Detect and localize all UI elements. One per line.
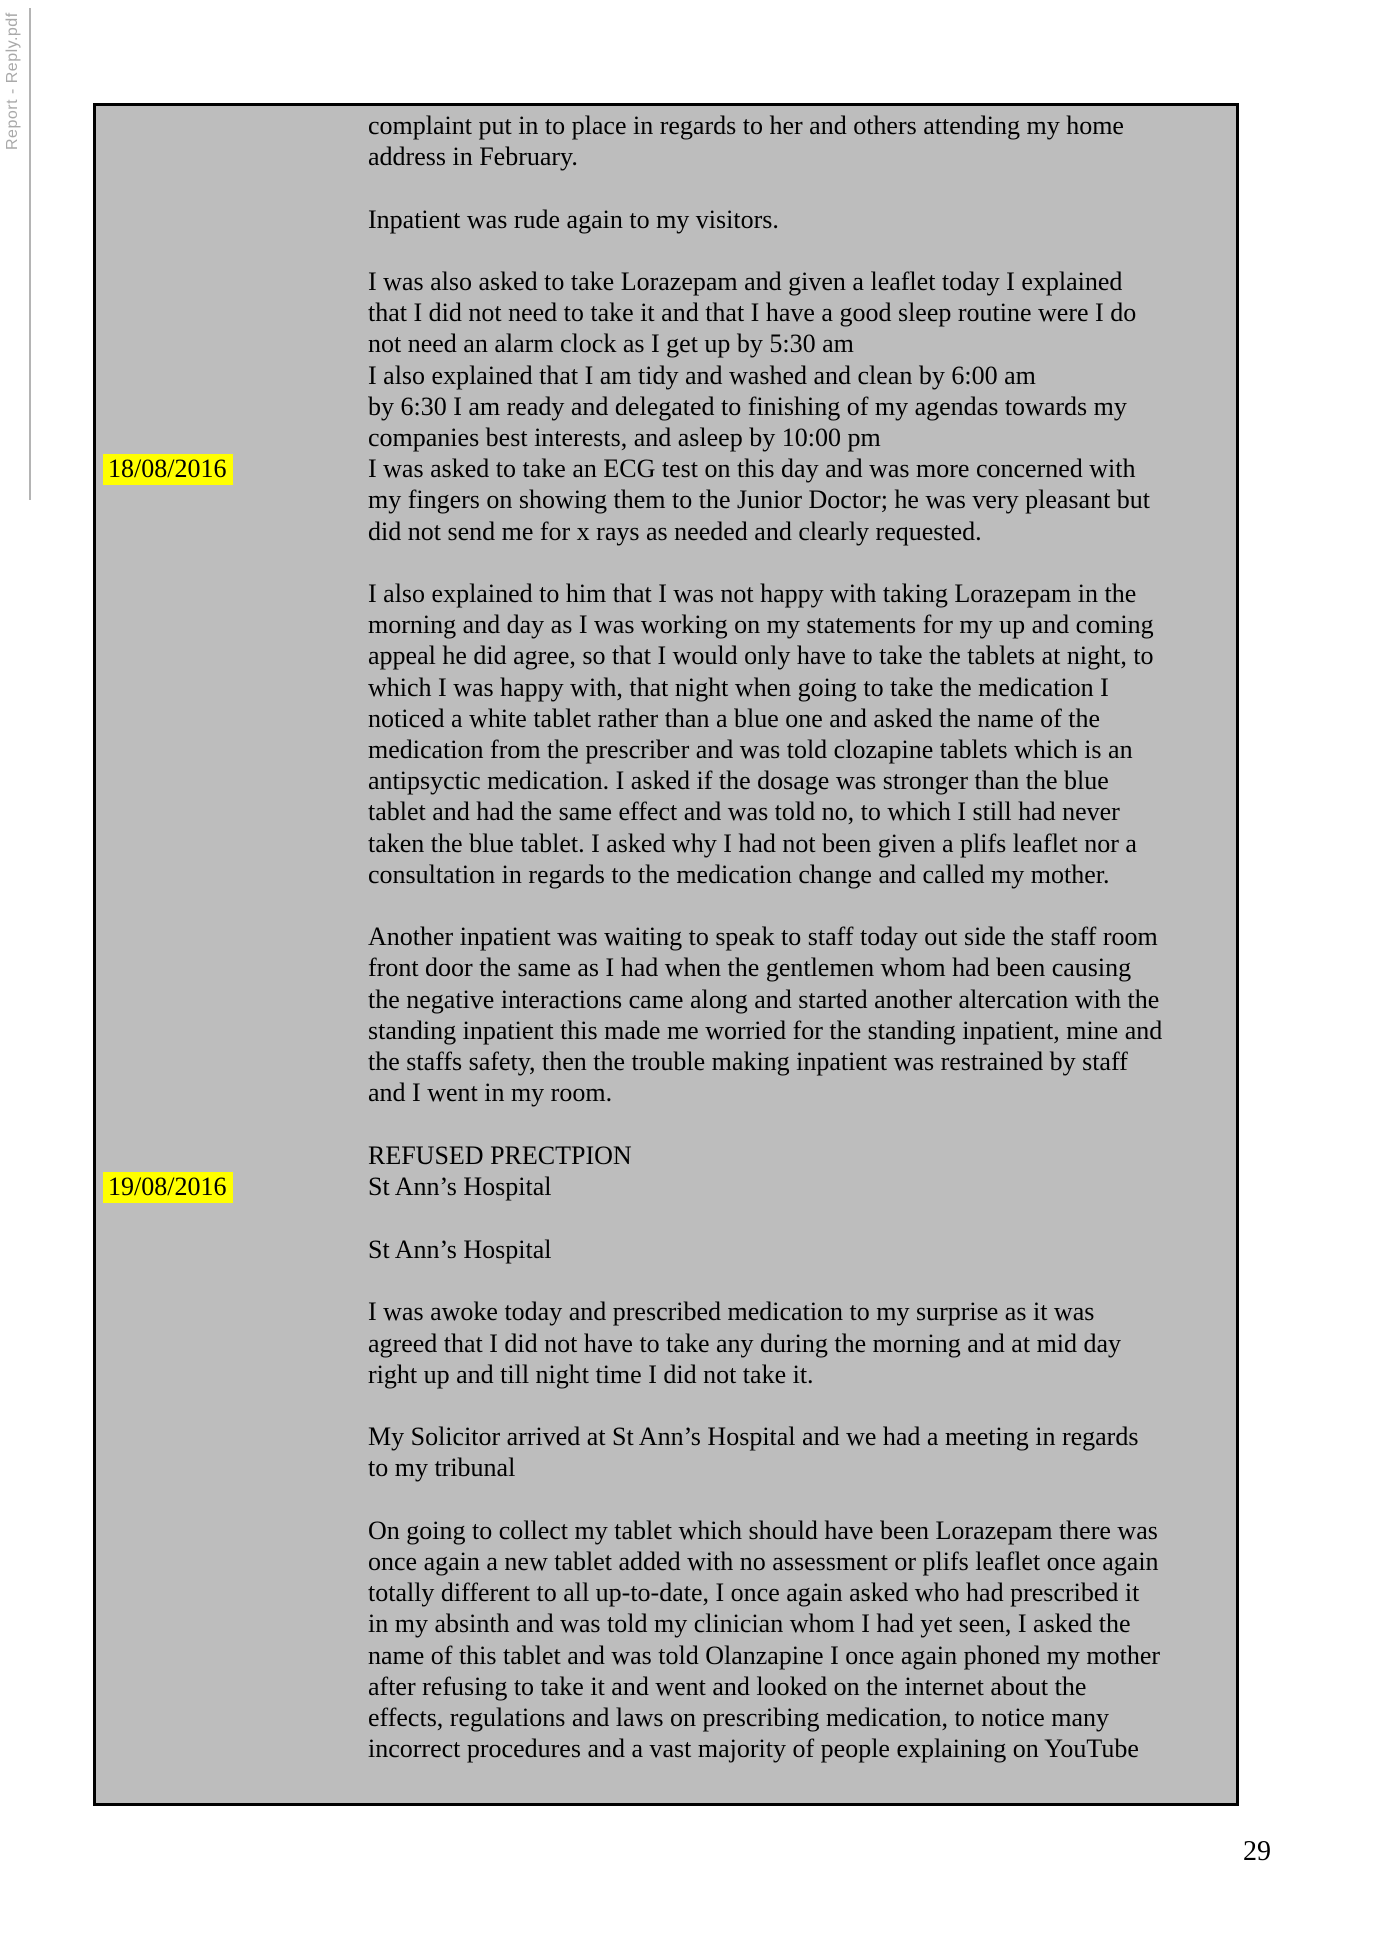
document-section [96, 578, 1236, 890]
text-line: that I did not need to take it and that I have a good sleep routine were I do [368, 298, 1137, 328]
text-line: consultation in regards to the medication change and called my mother. [368, 859, 1110, 889]
text-line: companies best interests, and asleep by 10:00 pm [368, 423, 881, 452]
text-line: On going to collect my tablet which should have been Lorazepam there was [368, 1515, 1158, 1545]
text-line: not need an alarm clock as I get up by 5:30 am [368, 329, 854, 359]
text-line: right up and till night time I did not take it. [368, 1359, 814, 1389]
page-number: 29 [1243, 1836, 1271, 1867]
paragraph [368, 1296, 1236, 1390]
text-line: did not send me for x rays as needed and clearly requested. [368, 516, 982, 546]
date-gutter [96, 1234, 368, 1235]
date-gutter [96, 1140, 368, 1141]
text-line: totally different to all up-to-date, I once again asked who had prescribed it [368, 1578, 1140, 1608]
text-line: standing inpatient this made me worried for the standing inpatient, mine and [368, 1015, 1163, 1045]
text-line: my fingers on showing them to the Junior Doctor; he was very pleasant but [368, 485, 1151, 515]
paragraph [368, 1515, 1236, 1765]
text-line: St Ann’s Hospital [368, 1235, 552, 1265]
paragraph [368, 1171, 1236, 1202]
text-line: I was also asked to take Lorazepam and given a leaflet today I explained [368, 266, 1123, 296]
document-section [96, 1140, 1236, 1171]
text-line: effects, regulations and laws on prescribing medication, to notice many [368, 1703, 1110, 1733]
document-body [96, 110, 1236, 1764]
text-line: name of this tablet and was told Olanzapine I once again phoned my mother [368, 1640, 1161, 1670]
text-line: front door the same as I had when the gentlemen whom had been causing [368, 953, 1132, 983]
date-gutter [96, 453, 368, 485]
text-line: to my tribunal [368, 1453, 516, 1483]
text-line: which I was happy with, that night when going to take the medication I [368, 672, 1109, 702]
text-line: I also explained to him that I was not happy with taking Lorazepam in the [368, 579, 1137, 608]
date-gutter [96, 921, 368, 922]
document-section [96, 1171, 1236, 1203]
text-line: appeal he did agree, so that I would only have to take the tablets at night, to [368, 641, 1154, 671]
text-line: the staffs safety, then the trouble making inpatient was restrained by staff [368, 1047, 1128, 1077]
text-line: morning and day as I was working on my statements for my up and coming [368, 610, 1154, 640]
text-line: medication from the prescriber and was told clozapine tablets which is an [368, 735, 1133, 765]
paragraph [368, 921, 1236, 1108]
date-gutter [96, 204, 368, 205]
paragraph [368, 1140, 1236, 1171]
document-section [96, 1296, 1236, 1390]
sidebar-filename-label: Report - Reply.pdf [4, 12, 21, 150]
text-line: address in February. [368, 142, 578, 172]
document-section [96, 110, 1236, 172]
paragraph [368, 1234, 1236, 1265]
text-line: REFUSED PRECTPION [368, 1140, 632, 1170]
paragraph [368, 266, 1236, 453]
date-gutter [96, 266, 368, 267]
document-section [96, 453, 1236, 547]
date-gutter [96, 110, 368, 111]
document-section [96, 1234, 1236, 1265]
document-section [96, 1515, 1236, 1765]
text-line: in my absinth and was told my clinician whom I had yet seen, I asked the [368, 1609, 1131, 1639]
text-line: Another inpatient was waiting to speak to staff today out side the staff room [368, 922, 1158, 952]
paragraph [368, 1421, 1236, 1483]
text-line: taken the blue tablet. I asked why I had not been given a plifs leaflet nor a [368, 828, 1137, 858]
text-line: after refusing to take it and went and looked on the internet about the [368, 1671, 1087, 1701]
highlighted-date: 18/08/2016 [103, 454, 233, 485]
text-line: I was awoke today and prescribed medication to my surprise as it was [368, 1297, 1095, 1327]
text-line: once again a new tablet added with no assessment or plifs leaflet once again [368, 1547, 1159, 1576]
paragraph [368, 110, 1236, 172]
text-line: antipsyctic medication. I asked if the dosage was stronger than the blue [368, 766, 1109, 796]
text-line: I was asked to take an ECG test on this day and was more concerned with [368, 454, 1136, 484]
date-gutter [96, 1515, 368, 1516]
text-line: I also explained that I am tidy and washed and clean by 6:00 am [368, 360, 1036, 390]
text-line: incorrect procedures and a vast majority of people explaining on YouTube [368, 1734, 1139, 1764]
document-section [96, 266, 1236, 453]
text-line: agreed that I did not have to take any during the morning and at mid day [368, 1328, 1122, 1358]
paragraph [368, 453, 1236, 547]
document-excerpt-box [93, 103, 1239, 1806]
paragraph [368, 578, 1236, 890]
text-line: and I went in my room. [368, 1078, 613, 1108]
document-section [96, 204, 1236, 235]
date-gutter [96, 1296, 368, 1297]
date-gutter [96, 1171, 368, 1203]
text-line: St Ann’s Hospital [368, 1171, 552, 1201]
document-section [96, 921, 1236, 1108]
date-gutter [96, 1421, 368, 1422]
paragraph [368, 204, 1236, 235]
text-line: by 6:30 I am ready and delegated to finishing of my agendas towards my [368, 391, 1127, 421]
date-gutter [96, 578, 368, 579]
text-line: noticed a white tablet rather than a blue one and asked the name of the [368, 703, 1101, 733]
text-line: complaint put in to place in regards to her and others attending my home [368, 111, 1124, 140]
text-line: the negative interactions came along and started another altercation with the [368, 984, 1160, 1014]
highlighted-date: 19/08/2016 [103, 1172, 233, 1203]
text-line: Inpatient was rude again to my visitors. [368, 204, 779, 234]
sidebar-divider [29, 8, 31, 500]
text-line: My Solicitor arrived at St Ann’s Hospital and we had a meeting in regards [368, 1422, 1139, 1452]
document-section [96, 1421, 1236, 1483]
text-line: tablet and had the same effect and was told no, to which I still had never [368, 797, 1120, 827]
